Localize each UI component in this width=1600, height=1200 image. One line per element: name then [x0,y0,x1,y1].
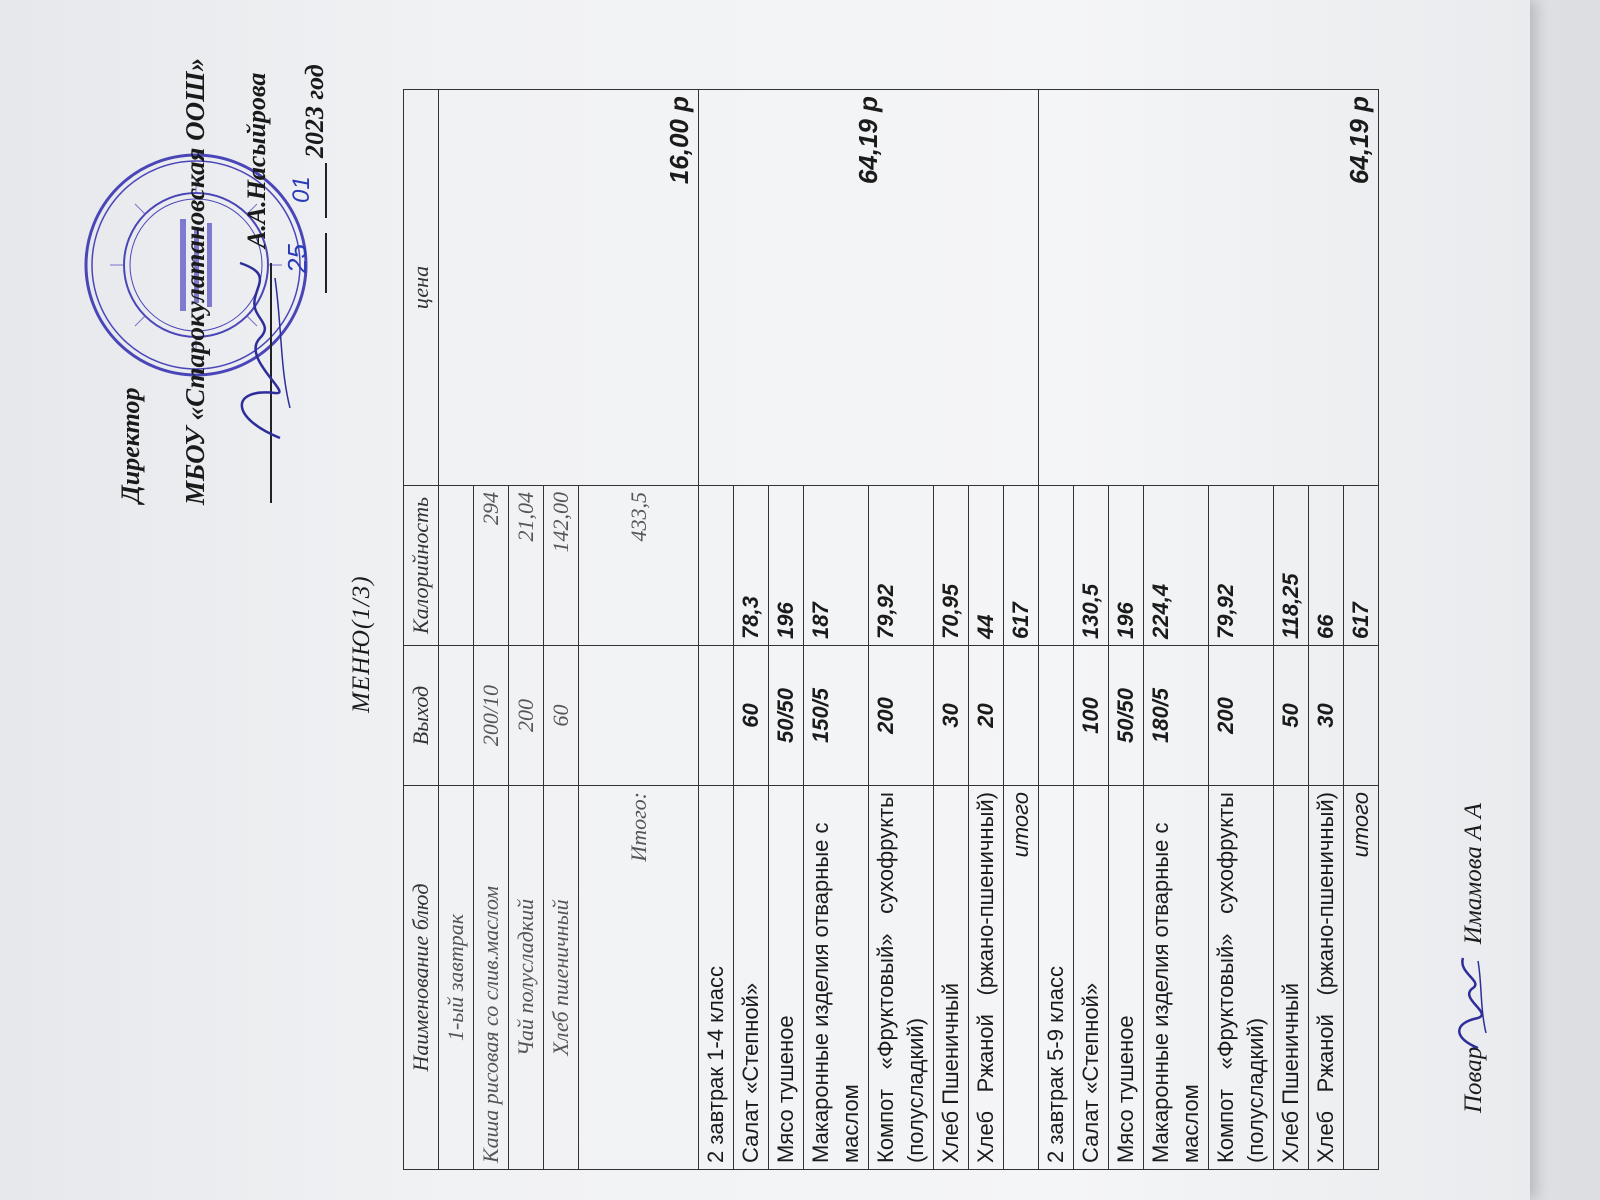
dish-name: Хлеб пшеничный [544,786,579,1170]
organization-name: МБОУ «Старокулатановская ООШ» [180,57,210,505]
date-year: 2023 год [300,64,329,158]
dish-output: 150/5 [804,646,869,786]
dish-calories: 142,00 [544,486,579,646]
total-calories: 617 [1344,486,1379,646]
total-calories: 433,5 [579,486,699,646]
col-header-output: Выход [404,646,439,786]
cook-label: Повар [1460,1046,1487,1113]
empty-cell [1004,646,1039,786]
dish-output: 50/50 [769,646,804,786]
dish-name: Макаронные изделия отварные с маслом [1144,786,1209,1170]
total-label: итого [1344,786,1379,1170]
empty-cell [1344,646,1379,786]
dish-name: Салат «Степной» [734,786,769,1170]
price-cell [699,90,1039,486]
dish-name: Мясо тушеное [769,786,804,1170]
dish-name: Салат «Степной» [1074,786,1109,1170]
dish-name: Макаронные изделия отварные с маслом [804,786,869,1170]
menu-table [403,89,1379,1170]
dish-calories: 21,04 [509,486,544,646]
empty-cell [1039,646,1074,786]
table-row [439,90,474,1170]
empty-cell [699,646,734,786]
dish-name: Компот «Фруктовый» сухофрукты (полусладкий) [869,786,934,1170]
total-calories: 617 [1004,486,1039,646]
dish-calories: 196 [769,486,804,646]
dish-output: 200 [869,646,934,786]
section-title: 2 завтрак 1-4 класс [699,786,734,1170]
table-row [1039,90,1074,1170]
col-header-name: Наименование блюд [404,786,439,1170]
dish-calories: 44 [969,486,1004,646]
empty-cell [1039,486,1074,646]
director-name: А.А.Насыйрова [242,72,271,248]
dish-calories: 130,5 [1074,486,1109,646]
total-label: Итого: [579,786,699,1170]
table-row [699,90,734,1170]
total-label: итого [1004,786,1039,1170]
dish-output: 200 [1209,646,1274,786]
section-title: 1-ый завтрак [439,786,474,1170]
dish-calories: 118,25 [1274,486,1309,646]
dish-calories: 70,95 [934,486,969,646]
empty-cell [439,646,474,786]
cook-name: Имамова А А [1460,803,1487,945]
breakfast2-junior-price: 64,19 р [852,96,883,185]
dish-calories: 79,92 [1209,486,1274,646]
dish-output: 30 [934,646,969,786]
dish-name: Компот «Фруктовый» сухофрукты (полусладкий) [1209,786,1274,1170]
dish-name: Хлеб Пшеничный [1274,786,1309,1170]
dish-calories: 66 [1309,486,1344,646]
dish-output: 180/5 [1144,646,1209,786]
date-day: 25 [282,244,312,273]
dish-calories: 294 [474,486,509,646]
price-cell [1039,90,1379,486]
dish-output: 50/50 [1109,646,1144,786]
dish-name: Каша рисовая со слив.маслом [474,786,509,1170]
dish-output: 200 [509,646,544,786]
dish-output: 200/10 [474,646,509,786]
dish-calories: 78,3 [734,486,769,646]
dish-output: 50 [1274,646,1309,786]
dish-calories: 187 [804,486,869,646]
dish-name: Хлеб Ржаной (ржано-пшеничный) [969,786,1004,1170]
menu-document [20,13,1520,1193]
section-title: 2 завтрак 5-9 класс [1039,786,1074,1170]
dish-output: 30 [1309,646,1344,786]
empty-cell [439,486,474,646]
cook-signature [1448,953,1493,1053]
director-label: Директор [116,387,145,503]
date-month: 01 [288,176,315,203]
dish-calories: 224,4 [1144,486,1209,646]
dish-output: 20 [969,646,1004,786]
dish-output: 60 [734,646,769,786]
table-header-row [404,90,439,1170]
empty-cell [699,486,734,646]
empty-cell [579,646,699,786]
col-header-price: цена [404,90,439,486]
director-signature [220,258,305,448]
date-month-line [325,163,327,218]
dish-name: Хлеб Ржаной (ржано-пшеничный) [1309,786,1344,1170]
page-title: МЕНЮ(1/3) [348,575,375,713]
dish-output: 60 [544,646,579,786]
dish-calories: 196 [1109,486,1144,646]
breakfast1-price: 16,00 р [664,96,694,185]
dish-name: Чай полусладкий [509,786,544,1170]
dish-name: Хлеб Пшеничный [934,786,969,1170]
price-cell [439,90,699,486]
date-day-line [325,233,327,293]
dish-output: 100 [1074,646,1109,786]
dish-calories: 79,92 [869,486,934,646]
dish-name: Мясо тушеное [1109,786,1144,1170]
col-header-calories: Калорийность [404,486,439,646]
breakfast2-senior-price: 64,19 р [1344,96,1374,185]
